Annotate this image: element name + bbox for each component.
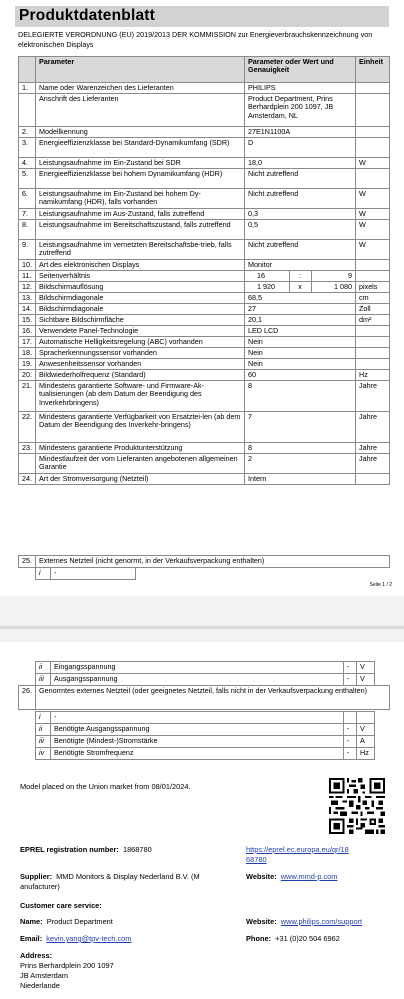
row-parameter: Art des elektronischen Displays <box>36 260 245 271</box>
row-parameter: Name oder Warenzeichen des Lieferanten <box>36 83 245 94</box>
model-placed-text: Model placed on the Union market from 08/01/2024. <box>20 782 191 791</box>
row-value: - <box>344 724 357 736</box>
table-row <box>19 359 390 370</box>
table-row <box>19 240 390 260</box>
row-number <box>19 454 36 474</box>
row-unit <box>356 359 390 370</box>
address-line-2: JB Amsterdam <box>20 971 69 980</box>
row-parameter: Leistungsaufnahme im Ein-Zustand bei hohem Dy-namikumfang (HDR), falls vorhanden <box>36 189 245 209</box>
row-unit: dm² <box>356 315 390 326</box>
table-row <box>19 348 390 359</box>
row-number <box>19 94 36 127</box>
email-line <box>20 934 131 943</box>
row-value-split <box>245 282 356 293</box>
row-number: 21. <box>19 381 36 412</box>
row-unit: Jahre <box>356 412 390 443</box>
table-row <box>19 443 390 454</box>
row-value: Nicht zutreffend <box>245 169 356 189</box>
row-number: 3. <box>19 138 36 158</box>
qr-code-icon <box>329 778 385 834</box>
row-value: Nicht zutreffend <box>245 240 356 260</box>
supplier-value: MMD Monitors & Display Nederland B.V. (M <box>56 872 200 881</box>
row-unit: Hz <box>356 370 390 381</box>
row-number: 25. <box>19 556 36 568</box>
row-unit: Jahre <box>356 381 390 412</box>
title-bar <box>15 6 389 27</box>
datasheet-body <box>19 83 390 485</box>
header-value: Parameter oder Wert und Genauigkeit <box>245 57 356 83</box>
table-row <box>19 271 390 282</box>
supplier-label: Supplier: <box>20 872 53 881</box>
table-row <box>19 127 390 138</box>
table-row <box>36 724 375 736</box>
datasheet-table <box>18 56 390 485</box>
care-name-line <box>20 917 113 926</box>
phone-value: +31 (0)20 504 6962 <box>275 934 340 943</box>
website-label: Website: <box>246 872 277 881</box>
table-row <box>36 674 375 686</box>
row-parameter: Mindestens garantierte Verfügbarkeit von Ersatztei-len (ab dem Datum der Beendigung des Inverkehr-bringens) <box>36 412 245 443</box>
table-row <box>19 315 390 326</box>
table-row <box>36 568 136 580</box>
row-unit <box>356 348 390 359</box>
row-parameter: Externes Netzteil (nicht genormt, in der Verkaufsverpackung enthalten) <box>36 556 390 568</box>
row-value: - <box>344 748 357 760</box>
value-part-1: 16 <box>245 271 289 281</box>
row-number: 1. <box>19 83 36 94</box>
table-row <box>19 94 390 127</box>
row-number: 11. <box>19 271 36 282</box>
name-value: Product Department <box>46 917 113 926</box>
table-row <box>19 138 390 158</box>
row-number: 5. <box>19 169 36 189</box>
row-unit <box>356 271 390 282</box>
row-unit: V <box>357 724 375 736</box>
row-unit: V <box>357 674 375 686</box>
header-unit: Einheit <box>356 57 390 83</box>
row-parameter: Mindestens garantierte Software- und Firmware-Ak-tualisierungen (ab dem Datum der Beendigung des Inverkehrbringens) <box>36 381 245 412</box>
phone-label: Phone: <box>246 934 272 943</box>
row-parameter: Bildschirmdiagonale <box>36 293 245 304</box>
row-value: Nein <box>245 337 356 348</box>
table-row <box>19 556 390 568</box>
row-value: 18,0 <box>245 158 356 169</box>
row-number: 4. <box>19 158 36 169</box>
row-number: 20. <box>19 370 36 381</box>
row26-table <box>18 685 390 710</box>
row-parameter: Genormtes externes Netzteil (oder geeignetes Netzteil, falls nicht in der Verkaufsverpackung enthalten) <box>36 686 390 710</box>
care-website-line <box>246 917 362 926</box>
row-unit <box>356 326 390 337</box>
row-value: Nicht zutreffend <box>245 189 356 209</box>
row-unit: A <box>357 736 375 748</box>
row-unit: Zoll <box>356 304 390 315</box>
row-unit: W <box>356 209 390 220</box>
row-number: 14. <box>19 304 36 315</box>
table-row <box>19 169 390 189</box>
row-parameter: Benötigte Stromfrequenz <box>51 748 344 760</box>
sub-value: - <box>51 568 136 580</box>
row-number: 7. <box>19 209 36 220</box>
row-value: Intern <box>245 474 356 485</box>
row-value-split <box>245 271 356 282</box>
row-parameter: Benötigte (Mindest-)Stromstärke <box>51 736 344 748</box>
care-website-link[interactable]: www.philips.com/support <box>280 917 363 926</box>
row-number: 19. <box>19 359 36 370</box>
header-parameter: Parameter <box>36 57 245 83</box>
row-unit <box>356 138 390 158</box>
supplier-line <box>20 872 200 881</box>
row-value: 20,1 <box>245 315 356 326</box>
row-parameter: Leistungsaufnahme im Ein-Zustand bei SDR <box>36 158 245 169</box>
row-parameter: Automatische Helligkeitsregelung (ABC) vorhanden <box>36 337 245 348</box>
row-unit: W <box>356 220 390 240</box>
row-unit: W <box>356 158 390 169</box>
row-value: 68,5 <box>245 293 356 304</box>
row-parameter: Modellkennung <box>36 127 245 138</box>
table-row <box>36 748 375 760</box>
row-unit <box>356 169 390 189</box>
row-value: 60 <box>245 370 356 381</box>
header-no <box>19 57 36 83</box>
row-parameter: Anschrift des Lieferanten <box>36 94 245 127</box>
row-number: 18. <box>19 348 36 359</box>
row-value: 27E1N1100A <box>245 127 356 138</box>
table-row <box>19 412 390 443</box>
row-value: - <box>344 674 357 686</box>
row-unit <box>357 712 375 724</box>
row-parameter: Mindestens garantierte Produktunterstützung <box>36 443 245 454</box>
phone-line <box>246 934 340 943</box>
row-parameter: Bildschirmauflösung <box>36 282 245 293</box>
eprel-link-continued[interactable]: 68780 <box>246 855 267 864</box>
table-row <box>19 381 390 412</box>
row-parameter: Verwendete Panel-Technologie <box>36 326 245 337</box>
table-row <box>36 712 375 724</box>
sub-number: iii <box>36 674 51 686</box>
row-unit <box>356 83 390 94</box>
table-row <box>19 260 390 271</box>
email-label: Email: <box>20 934 43 943</box>
row-parameter: Leistungsaufnahme im Aus-Zustand, falls zutreffend <box>36 209 245 220</box>
eprel-label: EPREL registration number: <box>20 845 119 854</box>
sub-number: i <box>36 568 51 580</box>
row-number: 9. <box>19 240 36 260</box>
table-row <box>19 189 390 209</box>
row-value: - <box>344 662 357 674</box>
row-value: PHILIPS <box>245 83 356 94</box>
eprel-link[interactable]: https://eprel.ec.europa.eu/qr/18 <box>246 845 349 854</box>
row-parameter: - <box>51 712 344 724</box>
row-unit: V <box>357 662 375 674</box>
row-value: 0,5 <box>245 220 356 240</box>
page-separator <box>0 596 404 642</box>
row-parameter: Eingangsspannung <box>51 662 344 674</box>
address-label: Address: <box>20 951 53 960</box>
row-unit: cm <box>356 293 390 304</box>
address-line-1: Prins Berhardplein 200 1097 <box>20 961 114 970</box>
row-value: Product Department, Prins Berhardplein 200 1097, JB Amsterdam, NL <box>245 94 356 127</box>
table-row <box>19 220 390 240</box>
value-part-2: 1 080 <box>334 282 352 291</box>
table-row <box>19 209 390 220</box>
regulation-subtitle: DELEGIERTE VERORDNUNG (EU) 2019/2013 DER KOMMISSION zur Energieverbrauchskennzeichnung von elektronischen Displays <box>18 30 373 49</box>
supplier-value-continued: anufacturer) <box>20 882 60 891</box>
value-separator: x <box>289 282 311 292</box>
row-number: 10. <box>19 260 36 271</box>
row-unit: W <box>356 189 390 209</box>
row-parameter: Energieeffizienzklasse bei Standard-Dynamikumfang (SDR) <box>36 138 245 158</box>
row-value: LED LCD <box>245 326 356 337</box>
supplier-website-link[interactable]: www.mmd-p.com <box>280 872 338 881</box>
table-row <box>19 158 390 169</box>
website-label: Website: <box>246 917 277 926</box>
row-unit <box>356 127 390 138</box>
row-value: 2 <box>245 454 356 474</box>
row-number: 8. <box>19 220 36 240</box>
row-parameter: Bildwiederholfrequenz (Standard) <box>36 370 245 381</box>
table-row <box>19 370 390 381</box>
row-value: 8 <box>245 381 356 412</box>
row-parameter: Mindestlaufzeit der vom Lieferanten angebotenen allgemeinen Garantie <box>36 454 245 474</box>
page2-table-b <box>35 711 375 760</box>
row-unit <box>356 474 390 485</box>
row-parameter: Leistungsaufnahme im vernetzten Bereitschaftsbe-trieb, falls zutreffend <box>36 240 245 260</box>
row-value: Monitor <box>245 260 356 271</box>
row-unit: Hz <box>357 748 375 760</box>
row-value: D <box>245 138 356 158</box>
table-row <box>36 736 375 748</box>
row-parameter: Sichtbare Bildschirmfläche <box>36 315 245 326</box>
page-title: Produktdatenblatt <box>19 7 156 24</box>
value-separator: : <box>289 271 311 281</box>
row-value: Nein <box>245 348 356 359</box>
row-unit: W <box>356 240 390 260</box>
page-number: Seite 1 / 2 <box>369 582 392 588</box>
value-part-2: 9 <box>348 271 352 280</box>
address-line-3: Niederlande <box>20 981 60 990</box>
name-label: Name: <box>20 917 43 926</box>
row-parameter: Bildschirmdiagonale <box>36 304 245 315</box>
row-value: Nein <box>245 359 356 370</box>
row-value: 0,3 <box>245 209 356 220</box>
row-parameter: Seitenverhältnis <box>36 271 245 282</box>
row-value: 7 <box>245 412 356 443</box>
row-unit <box>356 260 390 271</box>
row-number: 2. <box>19 127 36 138</box>
sub-number: ii <box>36 662 51 674</box>
row-unit: Jahre <box>356 443 390 454</box>
value-part-1: 1 920 <box>245 282 289 292</box>
row-number: 23. <box>19 443 36 454</box>
row-unit: Jahre <box>356 454 390 474</box>
row-number: 22. <box>19 412 36 443</box>
table-row <box>19 326 390 337</box>
customer-care-heading: Customer care service: <box>20 901 102 910</box>
row-value: 8 <box>245 443 356 454</box>
row-parameter: Leistungsaufnahme im Bereitschaftszustand, falls zutreffend <box>36 220 245 240</box>
row-number: 13. <box>19 293 36 304</box>
row-value <box>344 712 357 724</box>
row-parameter: Spracherkennungssensor vorhanden <box>36 348 245 359</box>
email-link[interactable]: kevin.yang@tpv-tech.com <box>46 934 132 943</box>
row-parameter: Ausgangsspannung <box>51 674 344 686</box>
row-unit: pixels <box>356 282 390 293</box>
row-value: 27 <box>245 304 356 315</box>
row-parameter: Energieeffizienzklasse bei hohem Dynamikumfang (HDR) <box>36 169 245 189</box>
sub-number: i <box>36 712 51 724</box>
sub-number: iv <box>36 748 51 760</box>
eprel-line <box>20 845 152 854</box>
row-unit <box>356 94 390 127</box>
supplier-website-line <box>246 872 337 881</box>
eprel-number: 1868780 <box>122 845 152 854</box>
row-number: 24. <box>19 474 36 485</box>
row-number: 12. <box>19 282 36 293</box>
sub-number: iii <box>36 736 51 748</box>
table-row <box>36 662 375 674</box>
table-row <box>19 686 390 710</box>
table-row <box>19 282 390 293</box>
sub-number: ii <box>36 724 51 736</box>
row-number: 6. <box>19 189 36 209</box>
row-parameter: Anwesenheitssensor vorhanden <box>36 359 245 370</box>
page2-table-a <box>35 661 375 686</box>
row-number: 15. <box>19 315 36 326</box>
row-number: 16. <box>19 326 36 337</box>
row-parameter: Art der Stromversorgung (Netzteil) <box>36 474 245 485</box>
table-row <box>19 454 390 474</box>
row-number: 26. <box>19 686 36 710</box>
row-parameter: Benötigte Ausgangsspannung <box>51 724 344 736</box>
row-unit <box>356 337 390 348</box>
row-value: - <box>344 736 357 748</box>
row-number: 17. <box>19 337 36 348</box>
table-row <box>19 83 390 94</box>
table-row <box>19 337 390 348</box>
table-row <box>19 474 390 485</box>
table-row <box>19 304 390 315</box>
table-row <box>19 293 390 304</box>
row25-sub-table <box>35 567 136 580</box>
